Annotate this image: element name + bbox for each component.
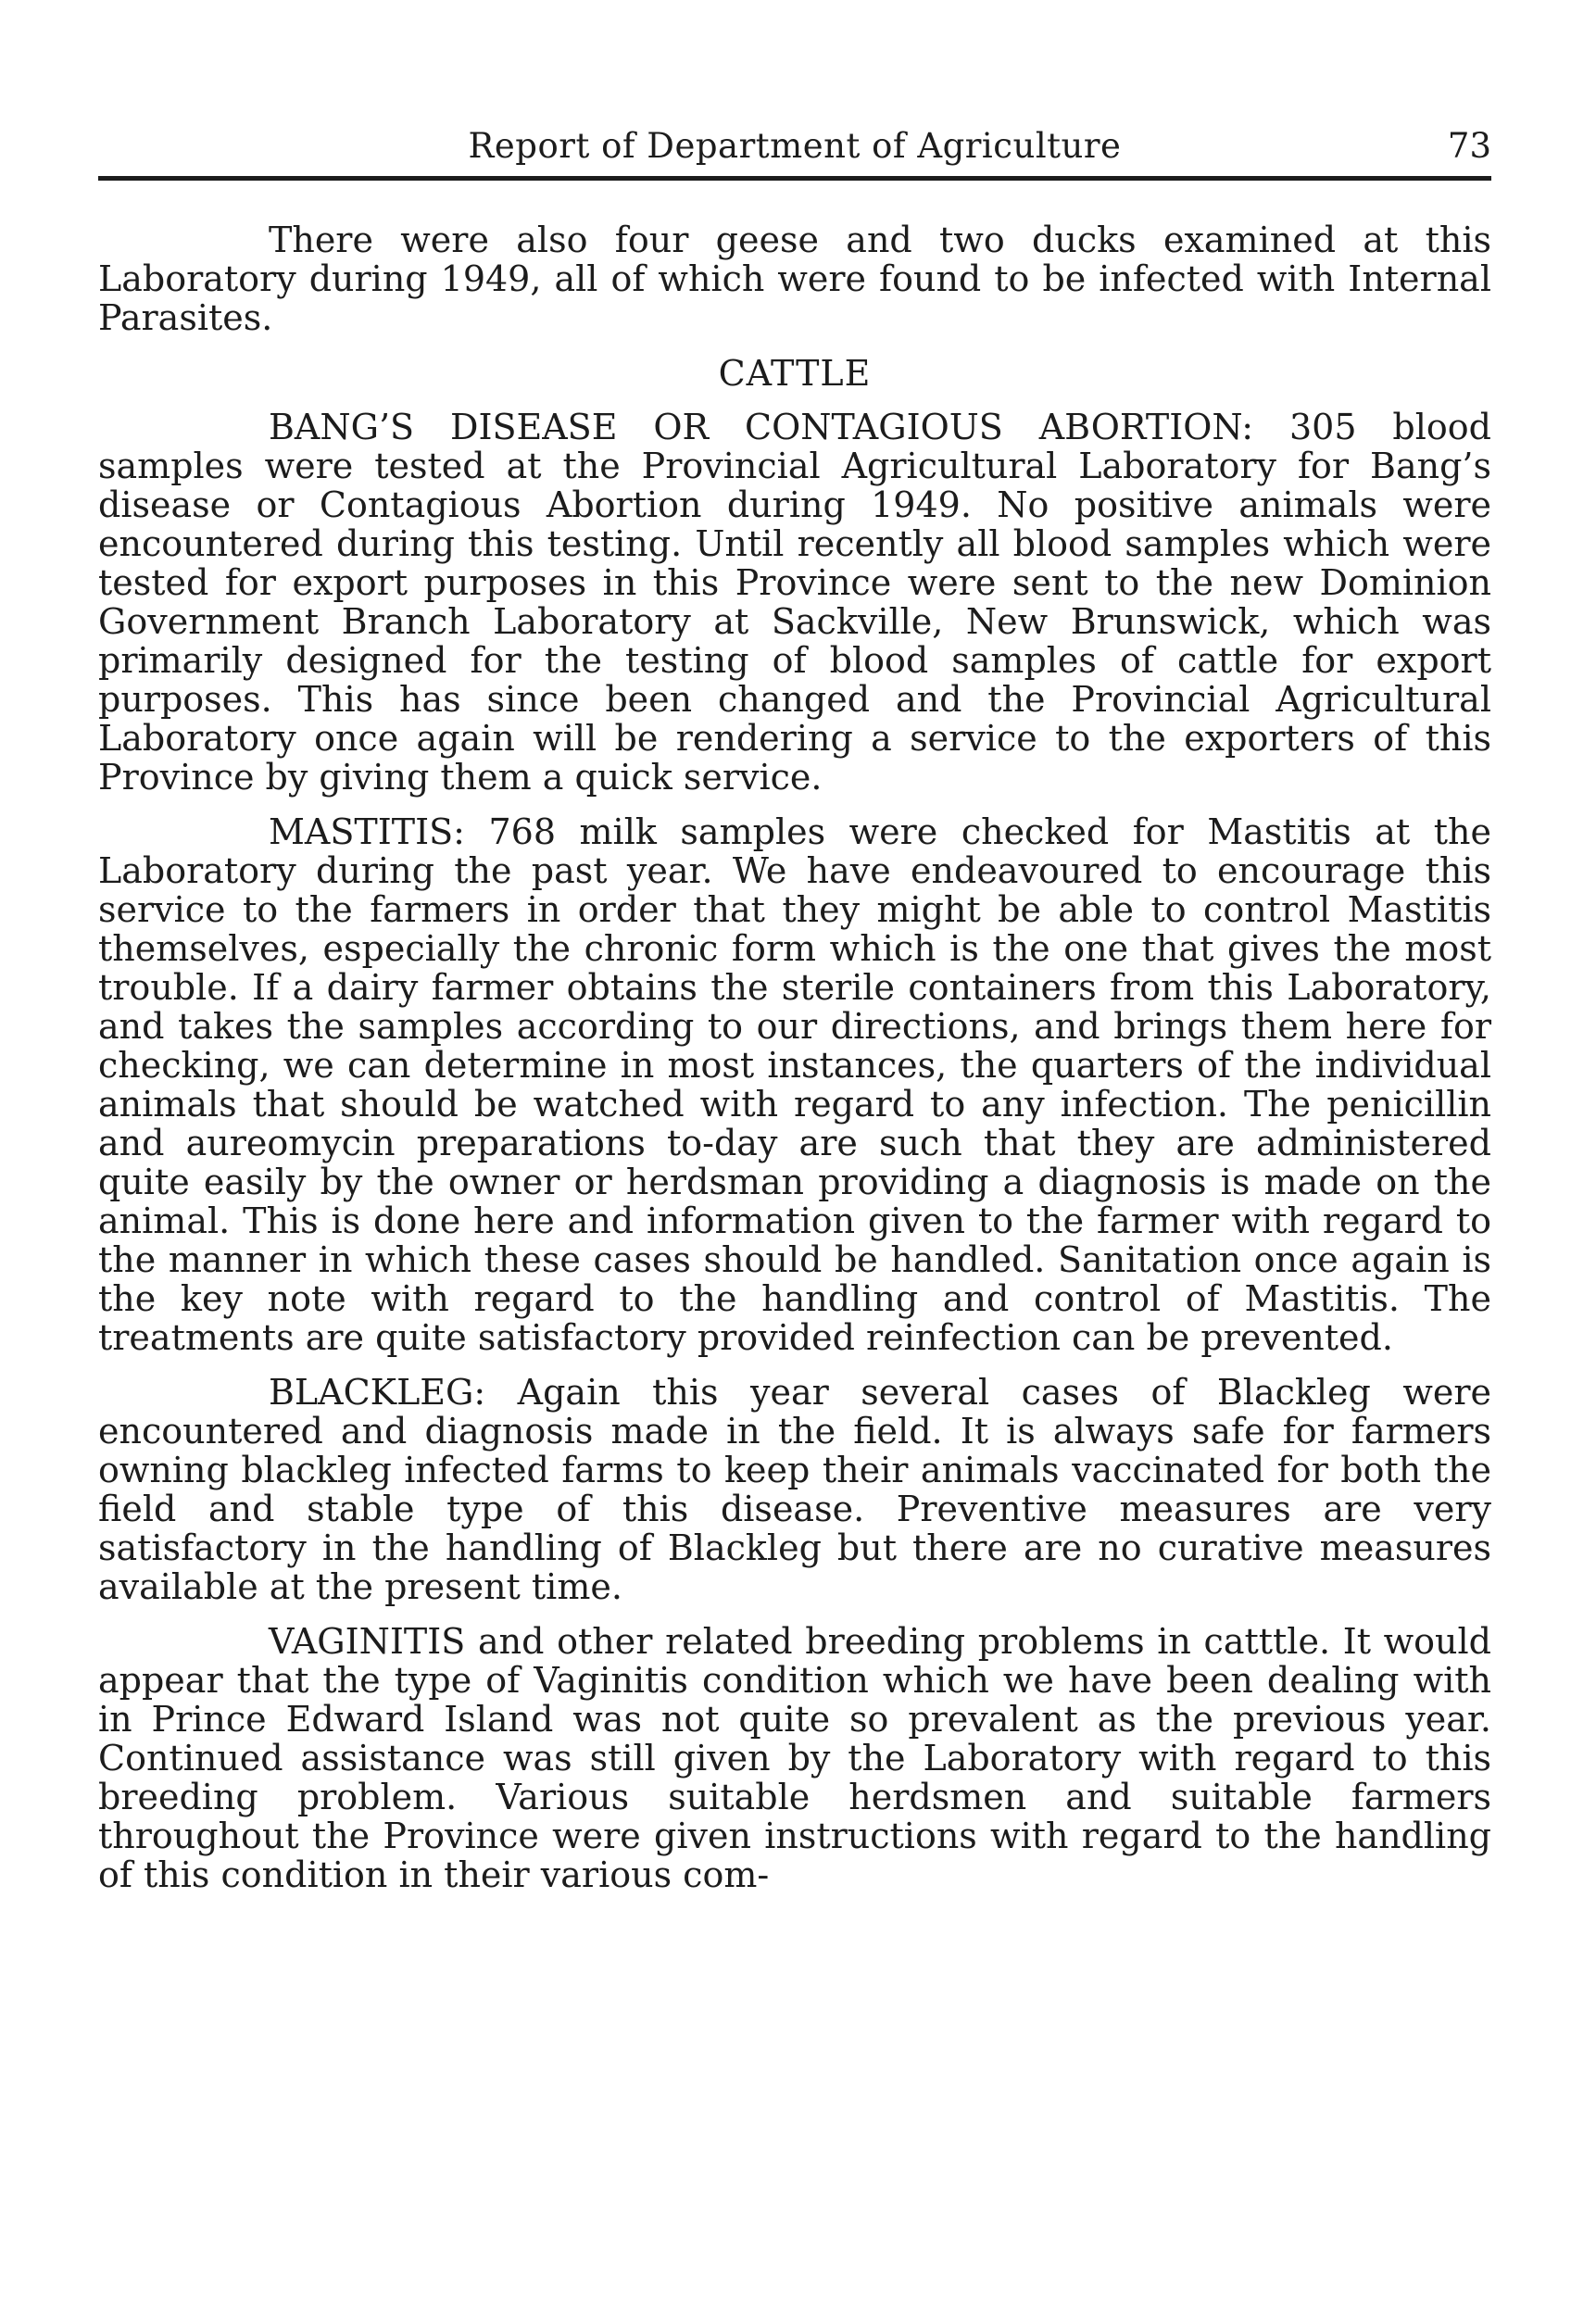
- section-heading: CATTLE: [718, 353, 872, 394]
- mastitis-paragraph: MASTITIS: 768 milk samples were checked for Mastitis at the Laboratory during the past year. We have endeavoured to encourage this service to the farmers in order that they might be able to control Mastitis themselves, especially the chronic form which is the one that gives the most trouble. If a dairy farmer obtains the sterile containers from this Laboratory, and takes the samples according to our directions, and brings them here for checking, we can determine in most instances, the quarters of the individual animals that should be watched with regard to any infection. The penicillin and aureomycin preparations to-day are such that they are administered quite easily by the owner or herdsman providing a diagnosis is made on the animal. This is done here and information given to the farmer with regard to the manner in which these cases should be handled. Sanitation once again is the key note with regard to the handling and control of Mastitis. The treatments are quite satisfactory provided reinfection can be prevented.: [98, 811, 1491, 1358]
- page-number: 73: [1447, 126, 1491, 166]
- header-rule: [98, 176, 1491, 181]
- intro-paragraph: There were also four geese and two ducks examined at this Laboratory during 1949, all of which were found to be infected with Internal Parasites.: [98, 220, 1491, 338]
- vaginitis-paragraph: VAGINITIS and other related breeding problems in catttle. It would appear that the type of Vaginitis condition which we have been dealing with in Prince Edward Island was not quite so prevalent as the previous year. Continued assistance was still given by the Laboratory with regard to this breeding problem. Various suitable herdsmen and suitable farmers throughout the Province were given instructions with regard to the handling of this condition in their various com-: [98, 1621, 1491, 1895]
- running-header: [98, 120, 1491, 172]
- running-title: Report of Department of Agriculture: [468, 126, 1122, 166]
- blackleg-paragraph: BLACKLEG: Again this year several cases of Blackleg were encountered and diagnosis made in the field. It is always safe for farmers owning blackleg infected farms to keep their animals vaccinated for both the field and stable type of this disease. Preventive measures are very satisfactory in the handling of Blackleg but there are no curative measures available at the present time.: [98, 1372, 1491, 1607]
- body-text: [98, 220, 1491, 1910]
- bangs-disease-paragraph: BANG’S DISEASE OR CONTAGIOUS ABORTION: 305 blood samples were tested at the Provincial Agricultural Laboratory for Bang’s disease or Contagious Abortion during 1949. No positive animals were encountered during this testing. Until recently all blood samples which were tested for export purposes in this Province were sent to the new Dominion Government Branch Laboratory at Sackville, New Brunswick, which was primarily designed for the testing of blood samples of cattle for export purposes. This has since been changed and the Provincial Agricultural Laboratory once again will be rendering a service to the exporters of this Province by giving them a quick service.: [98, 407, 1491, 798]
